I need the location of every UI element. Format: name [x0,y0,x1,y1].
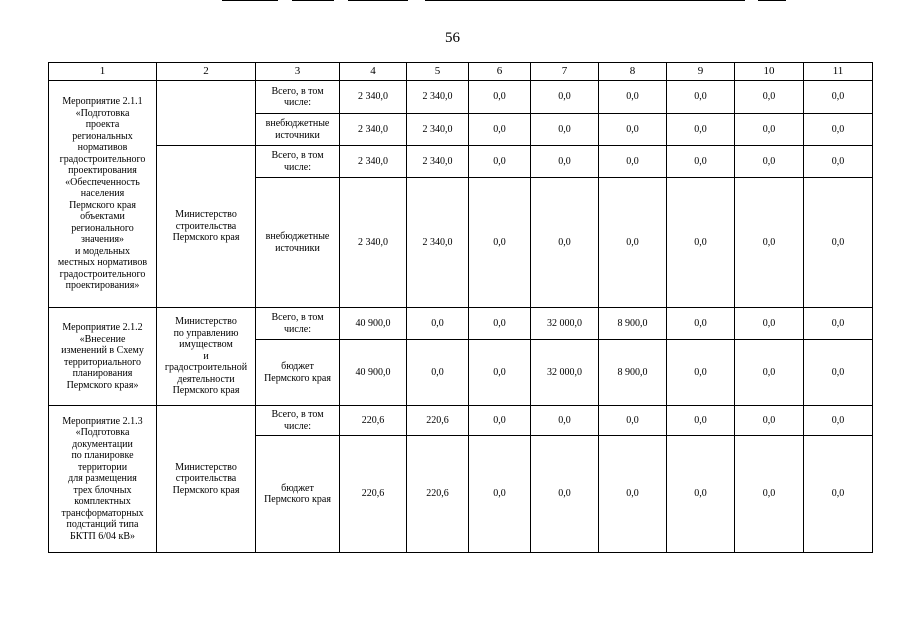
amount-cell: 0,0 [469,340,531,406]
amount-cell: 0,0 [599,146,667,178]
top-rule [222,0,278,1]
page-number: 56 [445,30,460,46]
amount-cell: 0,0 [735,81,804,114]
measure-name: Мероприятие 2.1.3 «Подготовка документации по планировке территории для размещения трех блочных комплектных трансформаторных подстанций типа БКТП 6/04 кВ» [49,406,157,553]
col-header: 4 [340,63,407,81]
amount-cell: 0,0 [469,308,531,340]
amount-cell: 2 340,0 [340,178,407,308]
amount-cell: 32 000,0 [531,340,599,406]
executor-cell: Министерство строительства Пермского края [157,406,256,553]
top-rule [758,0,786,1]
col-header: 7 [531,63,599,81]
amount-cell: 0,0 [667,436,735,553]
amount-cell: 0,0 [735,146,804,178]
amount-cell: 2 340,0 [340,114,407,146]
top-rule [292,0,334,1]
col-header: 9 [667,63,735,81]
amount-cell: 0,0 [469,178,531,308]
amount-cell: 0,0 [667,178,735,308]
amount-cell: 2 340,0 [340,146,407,178]
amount-cell: 0,0 [804,340,873,406]
amount-cell: 0,0 [667,81,735,114]
amount-cell: 0,0 [804,146,873,178]
amount-cell: 0,0 [469,114,531,146]
col-header: 11 [804,63,873,81]
amount-cell: 0,0 [469,81,531,114]
col-header: 5 [407,63,469,81]
table-row [49,146,873,178]
amount-cell: 40 900,0 [340,308,407,340]
amount-cell: 0,0 [469,406,531,436]
amount-cell: 2 340,0 [407,114,469,146]
amount-cell: 0,0 [599,406,667,436]
measure-name: Мероприятие 2.1.1 «Подготовка проекта региональных нормативов градостроительного проектирования «Обеспеченность населения Пермского края объектами регионального значения» и модельных местных нормативов градостроительного проектирования» [49,81,157,308]
amount-cell: 2 340,0 [340,81,407,114]
executor-cell: Министерство строительства Пермского края [157,146,256,308]
funding-source: бюджет Пермского края [256,436,340,553]
funding-source: Всего, в том числе: [256,146,340,178]
amount-cell: 220,6 [407,436,469,553]
col-header: 1 [49,63,157,81]
amount-cell: 0,0 [667,308,735,340]
amount-cell: 32 000,0 [531,308,599,340]
amount-cell: 0,0 [469,146,531,178]
amount-cell: 220,6 [340,436,407,553]
funding-source: Всего, в том числе: [256,406,340,436]
amount-cell: 0,0 [407,340,469,406]
amount-cell: 2 340,0 [407,81,469,114]
amount-cell: 0,0 [735,436,804,553]
amount-cell: 8 900,0 [599,308,667,340]
amount-cell: 0,0 [531,436,599,553]
amount-cell: 0,0 [469,436,531,553]
table-row [49,406,873,436]
col-header: 10 [735,63,804,81]
amount-cell: 0,0 [667,114,735,146]
amount-cell: 0,0 [667,406,735,436]
amount-cell: 0,0 [804,178,873,308]
col-header: 8 [599,63,667,81]
top-rule [425,0,745,1]
amount-cell: 0,0 [804,406,873,436]
amount-cell: 0,0 [531,81,599,114]
col-header: 2 [157,63,256,81]
measure-name: Мероприятие 2.1.2 «Внесение изменений в Схему территориального планирования Пермского края» [49,308,157,406]
top-rules [0,0,905,3]
table-row [49,81,873,114]
amount-cell: 0,0 [599,178,667,308]
amount-cell: 2 340,0 [407,146,469,178]
amount-cell: 0,0 [804,436,873,553]
col-header: 3 [256,63,340,81]
executor-cell [157,81,256,146]
amount-cell: 0,0 [804,114,873,146]
amount-cell: 0,0 [804,308,873,340]
funding-table [48,62,873,553]
amount-cell: 0,0 [531,146,599,178]
amount-cell: 0,0 [735,340,804,406]
amount-cell: 8 900,0 [599,340,667,406]
funding-source: внебюджетные источники [256,114,340,146]
amount-cell: 0,0 [599,81,667,114]
amount-cell: 0,0 [531,114,599,146]
table-row [49,308,873,340]
amount-cell: 220,6 [407,406,469,436]
amount-cell: 0,0 [531,406,599,436]
header-row [49,63,873,81]
amount-cell: 0,0 [531,178,599,308]
amount-cell: 0,0 [667,146,735,178]
amount-cell: 0,0 [735,114,804,146]
amount-cell: 220,6 [340,406,407,436]
amount-cell: 0,0 [407,308,469,340]
amount-cell: 0,0 [804,81,873,114]
funding-source: Всего, в том числе: [256,81,340,114]
amount-cell: 0,0 [735,178,804,308]
amount-cell: 0,0 [735,406,804,436]
funding-source: бюджет Пермского края [256,340,340,406]
amount-cell: 0,0 [667,340,735,406]
amount-cell: 40 900,0 [340,340,407,406]
funding-source: внебюджетные источники [256,178,340,308]
amount-cell: 0,0 [735,308,804,340]
amount-cell: 0,0 [599,436,667,553]
amount-cell: 0,0 [599,114,667,146]
executor-cell: Министерство по управлению имуществом и градостроительной деятельности Пермского края [157,308,256,406]
top-rule [348,0,408,1]
funding-source: Всего, в том числе: [256,308,340,340]
amount-cell: 2 340,0 [407,178,469,308]
col-header: 6 [469,63,531,81]
